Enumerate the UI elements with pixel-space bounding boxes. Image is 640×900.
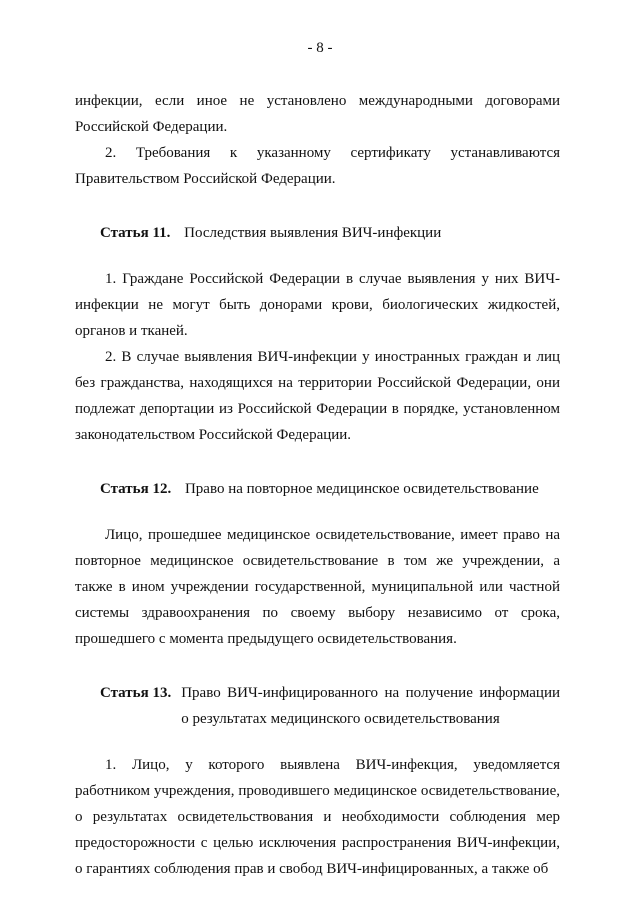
article-11-heading xyxy=(75,220,560,246)
page-number: - 8 - xyxy=(307,40,333,56)
article-13-heading xyxy=(75,680,560,732)
article-12-title: Право на повторное медицинское освидетельствование xyxy=(184,481,539,497)
article-11-paragraph-1: 1. Граждане Российской Федерации в случае выявления у них ВИЧ-инфекции не могут быть донорами крови, биологических жидкостей, органов и тканей. xyxy=(75,271,560,339)
article-11-number: Статья 11. xyxy=(100,225,171,241)
article-13-paragraph-1: 1. Лицо, у которого выявлена ВИЧ-инфекция, уведомляется работником учреждения, проводившего медицинское освидетельствование, о результатах освидетельствования и необходимости соблюдения мер предосторожности с целью исключения распространения ВИЧ-инфекции, о гарантиях соблюдения прав и свобод ВИЧ-инфицированных, а также об xyxy=(75,757,560,877)
article-13-title: Право ВИЧ-инфицированного на получение информации о результатах медицинского освидетельствования xyxy=(181,685,560,727)
intro-paragraph-1: инфекции, если иное не установлено международными договорами Российской Федерации. xyxy=(75,93,560,135)
article-12-number: Статья 12. xyxy=(100,481,172,497)
article-11-title: Последствия выявления ВИЧ-инфекции xyxy=(184,225,442,241)
article-11-paragraph-2: 2. В случае выявления ВИЧ-инфекции у иностранных граждан и лиц без гражданства, находящихся на территории Российской Федерации, они подлежат депортации из Российской Федерации в порядке, установленном законодательством Российской Федерации. xyxy=(75,349,560,443)
article-13-number: Статья 13. xyxy=(100,685,172,701)
document-body xyxy=(75,88,560,882)
article-12-heading xyxy=(75,476,560,502)
intro-paragraph-2: 2. Требования к указанному сертификату устанавливаются Правительством Российской Федерации. xyxy=(75,145,560,187)
article-12-paragraph-1: Лицо, прошедшее медицинское освидетельствование, имеет право на повторное медицинское освидетельствование в том же учреждении, а также в ином учреждении государственной, муниципальной или частной системы здравоохранения по своему выбору независимо от срока, прошедшего с момента предыдущего освидетельствования. xyxy=(75,527,560,647)
